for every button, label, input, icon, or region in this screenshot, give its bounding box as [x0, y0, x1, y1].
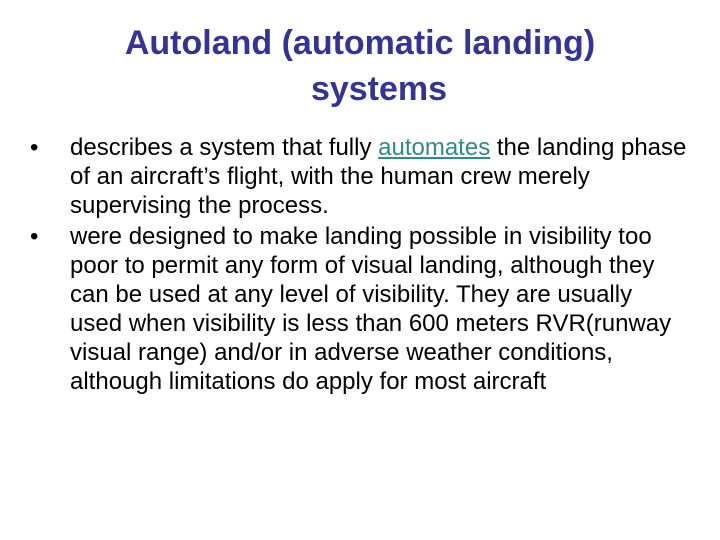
slide-title — [60, 20, 660, 112]
slide-title-line-2: systems — [310, 70, 448, 108]
bullet-text: were designed to make landing possible in visibility too poor to permit any form of visual landing, although they can be used at any level of visibility. They are usually used when visibility is less than 600 meters RVR(runway visual range) and/or in adverse weather conditions, although limitations do apply for most aircraft — [70, 223, 672, 395]
bullet-list — [30, 133, 690, 398]
bullet-dot-icon: • — [30, 134, 39, 161]
automates-link[interactable]: automates — [378, 134, 491, 161]
slide-title-line-1: Autoland (automatic landing) — [124, 24, 596, 62]
bullet-text-before-link: describes a system that fully — [70, 134, 379, 161]
bullet-dot-icon: • — [30, 223, 39, 250]
bullet-text-after-link: the landing phase of an aircraft’s flight, with the human crew merely supervising the process. — [70, 134, 687, 219]
bullet-item — [30, 133, 690, 220]
bullet-item — [30, 222, 690, 396]
